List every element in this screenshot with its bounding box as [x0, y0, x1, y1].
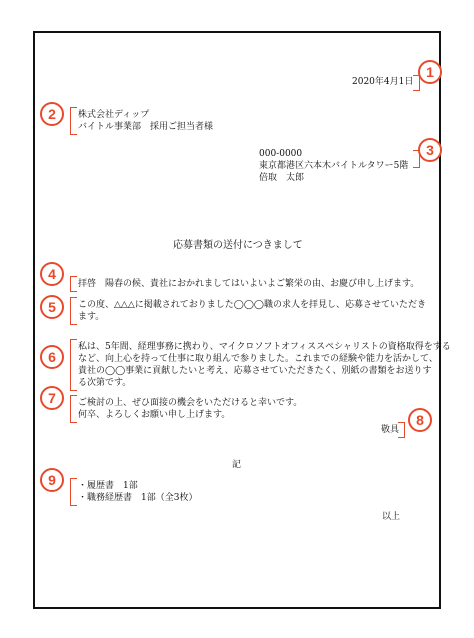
annotation-badge-7: 7 — [40, 386, 64, 410]
para2-line1: 私は、5年間、経理事務に携わり、マイクロソフトオフィススペシャリストの資格取得をする — [78, 342, 451, 352]
annotation-badge-6: 6 — [40, 345, 64, 369]
enclosure-item-1: ・履歴書 1部 — [78, 481, 138, 491]
para2-line4: る次第です。 — [78, 378, 132, 388]
greeting-line: 拝啓 陽春の候、貴社におかれましてはいよいよご繁栄の由、お慶び申し上げます。 — [78, 279, 420, 289]
para3-line2: 何卒、よろしくお願い申し上げます。 — [78, 410, 231, 420]
annotation-badge-4: 4 — [40, 262, 64, 286]
bracket-7 — [70, 395, 77, 423]
para3-line1: ご検討の上、ぜひ面接の機会をいただけると幸いです。 — [78, 398, 303, 408]
bracket-9 — [70, 478, 77, 506]
sender-address: 東京都港区六本木バイトルタワー5階 — [259, 161, 409, 171]
annotation-badge-8: 8 — [408, 408, 432, 432]
annotation-badge-5: 5 — [40, 295, 64, 319]
annotation-badge-1: 1 — [418, 60, 442, 84]
ijou-marker: 以上 — [382, 512, 401, 522]
closing-keigu: 敬具 — [381, 425, 400, 435]
annotation-badge-9: 9 — [40, 468, 64, 492]
enclosure-item-2: ・職務経歴書 1部（全3枚） — [78, 493, 198, 503]
annotation-badge-3: 3 — [418, 138, 442, 162]
bracket-6 — [70, 339, 77, 391]
para1-line1: この度、△△△に掲載されておりました◯◯◯職の求人を拝見し、応募させていただき — [78, 300, 426, 310]
bracket-5 — [70, 297, 77, 325]
recipient-company: 株式会社ディップ — [78, 110, 150, 120]
bracket-2 — [70, 107, 77, 135]
para2-line2: など、向上心を持って仕事に取り組んで参りました。これまでの経験や能力を活かして、 — [78, 354, 438, 364]
para2-line3: 貴社の◯◯事業に貢献したいと考え、応募させていただきたく、別紙の書類をお送りす — [78, 366, 432, 376]
letter-date: 2020年4月1日 — [352, 77, 414, 87]
letter-title: 応募書類の送付につきまして — [173, 240, 303, 251]
recipient-person: バイトル事業部 採用ご担当者様 — [78, 122, 214, 132]
ki-marker: 記 — [232, 460, 242, 470]
para1-line2: ます。 — [78, 312, 105, 322]
annotation-badge-2: 2 — [40, 102, 64, 126]
bracket-8 — [398, 422, 405, 438]
sender-name: 倍取 太郎 — [259, 173, 305, 183]
bracket-4 — [70, 276, 77, 292]
sender-zip: 000-0000 — [259, 149, 303, 159]
